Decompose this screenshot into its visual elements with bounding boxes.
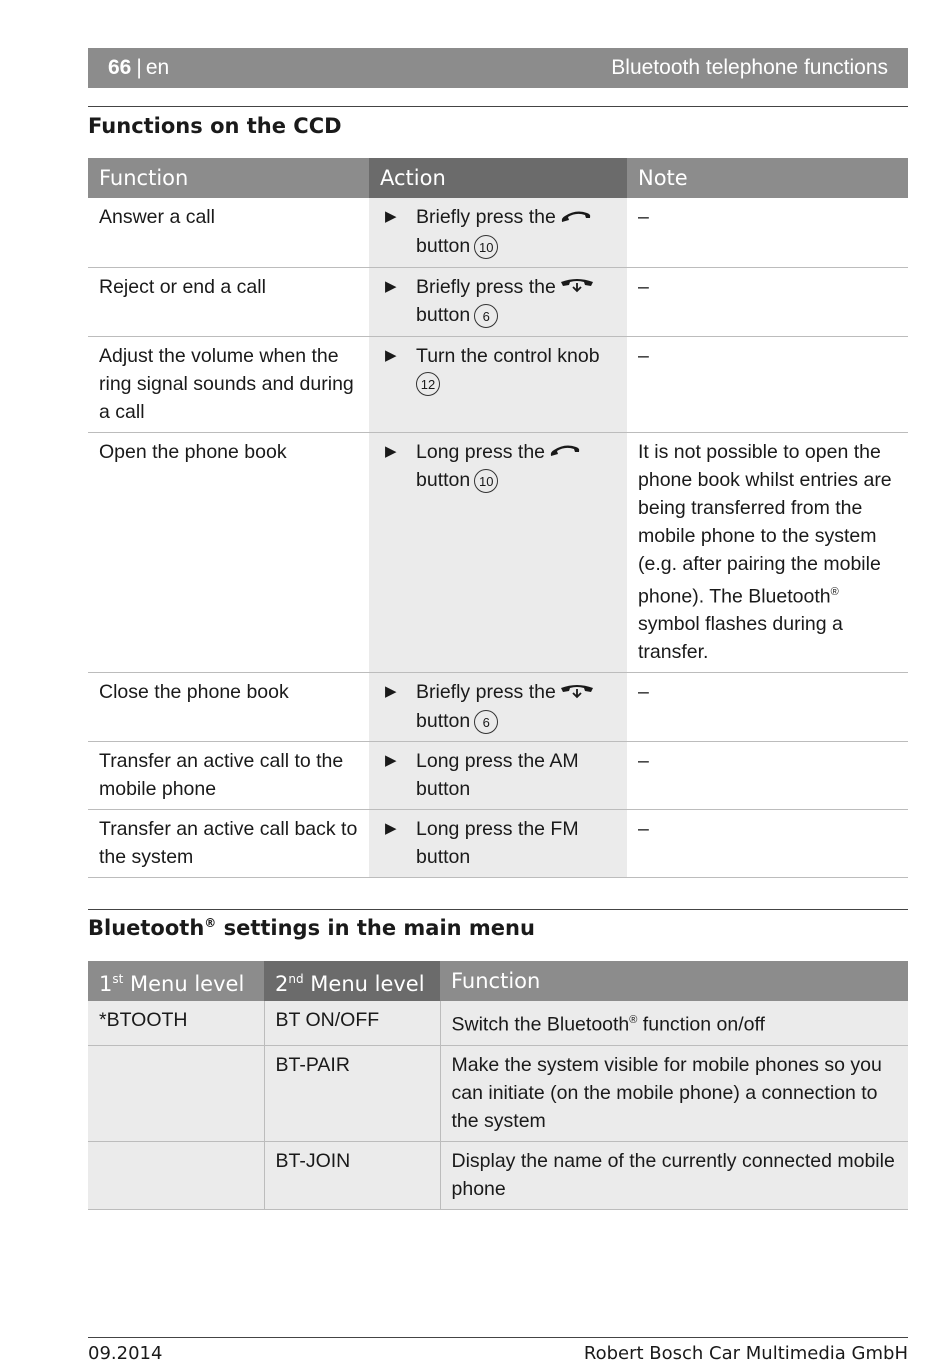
function-cell: Transfer an active call back to the system [88,810,369,878]
section-divider [88,909,908,910]
table-row [88,1045,908,1141]
chapter-title: Bluetooth telephone functions [611,56,888,79]
bullet-triangle-icon: ▶ [385,346,397,364]
note-cell: – [627,673,908,742]
footer-company: Robert Bosch Car Multimedia GmbH [583,1343,908,1364]
menu-level-2-cell: BT-PAIR [264,1045,440,1141]
table-row [88,810,908,878]
header-sup: nd [288,971,304,986]
ref-number: 6 [474,304,498,328]
function-cell: Reject or end a call [88,267,369,336]
menu-level-1-cell: *BTOOTH [88,1001,264,1045]
column-header-action: Action [369,158,627,198]
registered-mark: ® [629,1014,638,1026]
note-text: It is not possible to open the phone book whilst entries are being transferred from the mobile phone to the system (e.g. after pairing the mobile phone). The Bluetooth [638,440,892,607]
section-divider [88,106,908,107]
menu-level-2-cell: BT-JOIN [264,1141,440,1209]
table-header-row [88,158,908,198]
footer-date: 09.2014 [88,1343,163,1364]
column-header-menu-level-1 [88,961,264,1001]
header-sup: st [112,971,124,986]
bullet-triangle-icon: ▶ [385,820,397,837]
function-cell: Transfer an active call to the mobile phone [88,742,369,810]
page-header-left [108,56,169,80]
phone-hangup-icon [560,273,594,301]
column-header-menu-level-2 [264,961,440,1001]
ref-number: 6 [474,710,498,734]
bullet-triangle-icon: ▶ [385,683,397,700]
function-cell: Display the name of the currently connected mobile phone [440,1141,908,1209]
note-cell: – [627,267,908,336]
action-text: Briefly press the [416,275,556,298]
note-cell: – [627,336,908,432]
column-header-function: Function [88,158,369,198]
action-cell [369,267,627,336]
table-row [88,432,908,673]
action-text-cont: button [416,709,471,732]
phone-answer-icon [549,438,581,466]
function-cell [440,1001,908,1045]
bullet-triangle-icon: ▶ [385,208,397,225]
function-cell: Answer a call [88,198,369,267]
table-row [88,1001,908,1045]
table-row [88,198,908,267]
table-row [88,336,908,432]
table-row [88,267,908,336]
function-cell: Open the phone book [88,432,369,673]
language-code: en [145,56,170,79]
header-num: 1 [99,971,113,996]
ref-number: 10 [474,469,498,493]
header-rest: Menu level [303,971,425,996]
action-text-cont: button [416,234,471,257]
function-cell: Make the system visible for mobile phones so you can initiate (on the mobile phone) a connection to the system [440,1045,908,1141]
action-cell [369,198,627,267]
phone-answer-icon [560,204,592,232]
note-cell: – [627,198,908,267]
table-row [88,673,908,742]
ref-number: 12 [416,372,440,396]
column-header-note: Note [627,158,908,198]
bullet-triangle-icon: ▶ [385,752,397,769]
action-cell [369,336,627,432]
section-title-ccd: Functions on the CCD [88,114,342,138]
registered-mark: ® [204,916,217,930]
section-title-main: Bluetooth [88,916,205,940]
footer-rule [88,1337,908,1338]
page-header [88,48,908,88]
action-text: Long press the FM button [416,818,579,868]
action-text-cont: button [416,469,471,492]
section-title-bluetooth [88,916,535,940]
action-text: Briefly press the [416,206,556,228]
note-cell [627,432,908,673]
action-text: Turn the control knob [416,344,600,367]
menu-level-1-cell [88,1141,264,1209]
page-number: 66 [108,56,132,79]
note-cell: – [627,810,908,878]
action-cell [369,810,627,878]
header-num: 2 [275,971,289,996]
bullet-triangle-icon: ▶ [385,442,397,460]
action-cell [369,673,627,742]
function-text-cont: function on/off [637,1013,765,1036]
action-cell [369,742,627,810]
note-text-cont: symbol flashes during a transfer. [638,613,843,663]
phone-hangup-icon [560,679,594,707]
action-text: Long press the AM button [416,750,579,800]
header-rest: Menu level [123,971,245,996]
table-row [88,742,908,810]
function-text: Switch the Bluetooth [451,1013,630,1036]
header-separator: | [136,56,142,79]
action-text-cont: button [416,304,471,327]
column-header-function: Function [440,961,908,1001]
function-cell: Close the phone book [88,673,369,742]
function-cell: Adjust the volume when the ring signal sounds and during a call [88,336,369,432]
ref-number: 10 [474,235,498,259]
table-row [88,1141,908,1209]
ccd-functions-table [88,158,908,878]
bullet-triangle-icon: ▶ [385,277,397,295]
action-text: Long press the [416,440,546,463]
menu-level-1-cell [88,1045,264,1141]
action-text: Briefly press the [416,681,556,703]
bluetooth-menu-table [88,961,908,1210]
note-cell: – [627,742,908,810]
section-title-rest: settings in the main menu [216,916,535,940]
table-header-row [88,961,908,1001]
menu-level-2-cell: BT ON/OFF [264,1001,440,1045]
registered-mark: ® [830,585,839,598]
action-cell [369,432,627,673]
